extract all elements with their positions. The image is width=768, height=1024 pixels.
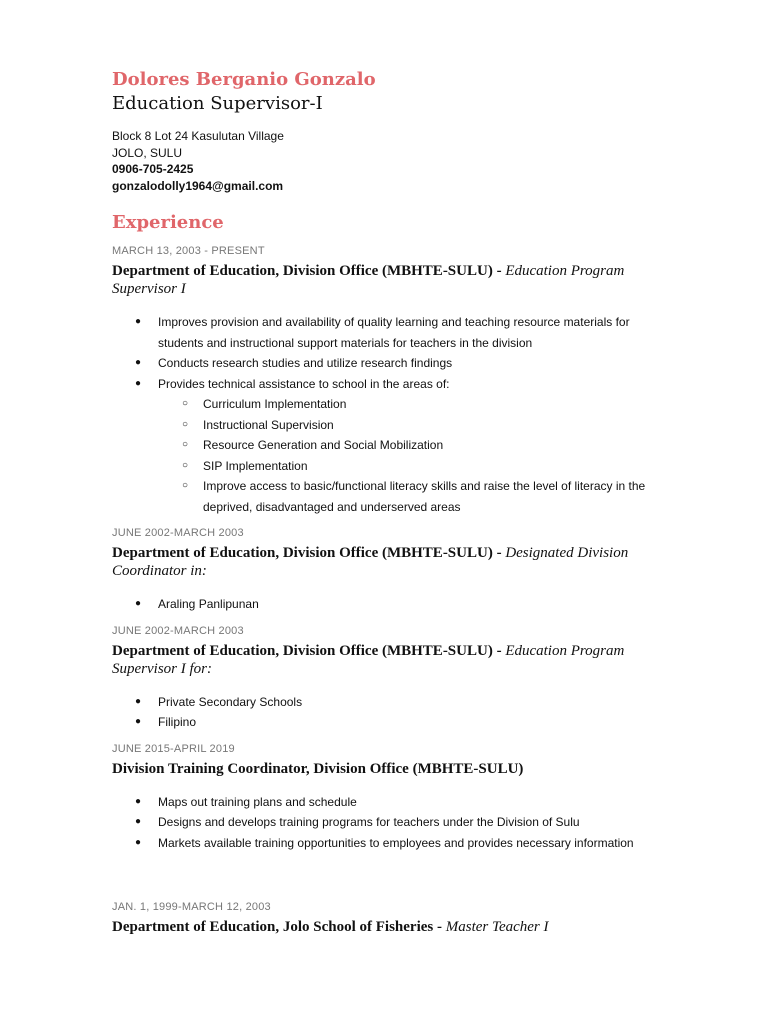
circle-bullet-icon: ○ bbox=[182, 439, 189, 450]
address-line-1: Block 8 Lot 24 Kasulutan Village bbox=[112, 129, 284, 143]
contact-block bbox=[112, 128, 672, 194]
job-entry bbox=[112, 899, 672, 936]
sub-bullet-item: ○ Improve access to basic/functional literacy skills and raise the level of literacy in the deprived, disadvantaged and underserved areas bbox=[158, 476, 672, 517]
job-role: Master Teacher I bbox=[445, 919, 549, 935]
job-heading bbox=[112, 760, 672, 778]
bullet-icon: ● bbox=[135, 816, 142, 827]
job-heading bbox=[112, 262, 672, 298]
email-address: gonzalodolly1964@gmail.com bbox=[112, 178, 284, 193]
job-entry bbox=[112, 525, 672, 615]
job-role: Education Program Supervisor I bbox=[112, 263, 625, 297]
phone-number: 0906-705-2425 bbox=[112, 162, 194, 176]
bullet-icon: ● bbox=[135, 716, 142, 727]
job-heading bbox=[112, 544, 672, 580]
job-date: JAN. 1, 1999-MARCH 12, 2003 bbox=[112, 901, 271, 913]
sub-bullet-item: ○ Curriculum Implementation bbox=[158, 394, 672, 415]
sub-bullet-item: ○ SIP Implementation bbox=[158, 456, 672, 477]
job-entry bbox=[112, 741, 672, 854]
address-line-2: JOLO, SULU bbox=[112, 145, 183, 160]
section-title-experience: Experience bbox=[112, 212, 224, 233]
bullet-icon: ● bbox=[135, 795, 142, 807]
resume-page bbox=[112, 68, 672, 936]
job-organization: Department of Education, Division Office (MBHTE-SULU) - bbox=[112, 263, 502, 279]
bullet-item: ● Provides technical assistance to school in the areas of: ○ Curriculum Implementation ○ Instructional Supervision ○ Resource Generation and Social Mobilization ○ SIP Implementation ○ Improve access to basic/functional literacy skills and raise the level of literacy in the deprived, disadvantaged and underserved areas bbox=[112, 374, 672, 518]
bullet-item: ● Maps out training plans and schedule bbox=[112, 792, 672, 813]
bullet-item: ● Improves provision and availability of quality learning and teaching resource materials for students and instructional support materials for teachers in the division bbox=[112, 312, 672, 353]
sub-bullet-item: ○ Instructional Supervision bbox=[158, 415, 672, 436]
job-heading bbox=[112, 642, 672, 678]
job-heading bbox=[112, 918, 672, 936]
job-organization: Division Training Coordinator, Division Office (MBHTE-SULU) bbox=[112, 760, 524, 777]
job-bullets bbox=[112, 792, 672, 854]
job-title: Education Supervisor-I bbox=[112, 93, 323, 114]
bullet-icon: ● bbox=[135, 377, 142, 389]
bullet-item: ● Araling Panlipunan bbox=[112, 594, 672, 615]
job-bullets bbox=[112, 312, 672, 517]
bullet-icon: ● bbox=[135, 316, 142, 327]
job-role: Designated Division Coordinator in: bbox=[112, 545, 629, 579]
job-date: JUNE 2002-MARCH 2003 bbox=[112, 624, 244, 637]
bullet-item: ● Designs and develops training programs for teachers under the Division of Sulu bbox=[112, 812, 672, 833]
job-bullets bbox=[112, 692, 672, 733]
bullet-icon: ● bbox=[135, 695, 142, 707]
bullet-icon: ● bbox=[135, 357, 142, 368]
bullet-item: ● Filipino bbox=[112, 712, 672, 733]
job-entry bbox=[112, 243, 672, 517]
job-date: MARCH 13, 2003 - PRESENT bbox=[112, 245, 265, 257]
circle-bullet-icon: ○ bbox=[182, 459, 189, 471]
circle-bullet-icon: ○ bbox=[182, 398, 189, 409]
person-name: Dolores Berganio Gonzalo bbox=[112, 69, 376, 90]
circle-bullet-icon: ○ bbox=[182, 480, 189, 491]
job-bullets bbox=[112, 594, 672, 615]
sub-bullets bbox=[158, 394, 672, 517]
job-date: JUNE 2015-APRIL 2019 bbox=[112, 742, 235, 755]
job-organization: Department of Education, Division Office (MBHTE-SULU) - bbox=[112, 642, 502, 659]
job-organization: Department of Education, Jolo School of Fisheries - bbox=[112, 919, 442, 935]
job-entry bbox=[112, 623, 672, 733]
bullet-item: ● Markets available training opportunities to employees and provides necessary information bbox=[112, 833, 672, 854]
circle-bullet-icon: ○ bbox=[182, 418, 189, 430]
job-organization: Department of Education, Division Office (MBHTE-SULU) - bbox=[112, 545, 502, 561]
job-date: JUNE 2002-MARCH 2003 bbox=[112, 527, 244, 539]
sub-bullet-item: ○ Resource Generation and Social Mobilization bbox=[158, 435, 672, 456]
bullet-item: ● Conducts research studies and utilize research findings bbox=[112, 353, 672, 374]
job-role: Education Program Supervisor I for: bbox=[112, 642, 625, 677]
bullet-icon: ● bbox=[135, 836, 142, 848]
bullet-icon: ● bbox=[135, 598, 142, 609]
bullet-item: ● Private Secondary Schools bbox=[112, 692, 672, 713]
